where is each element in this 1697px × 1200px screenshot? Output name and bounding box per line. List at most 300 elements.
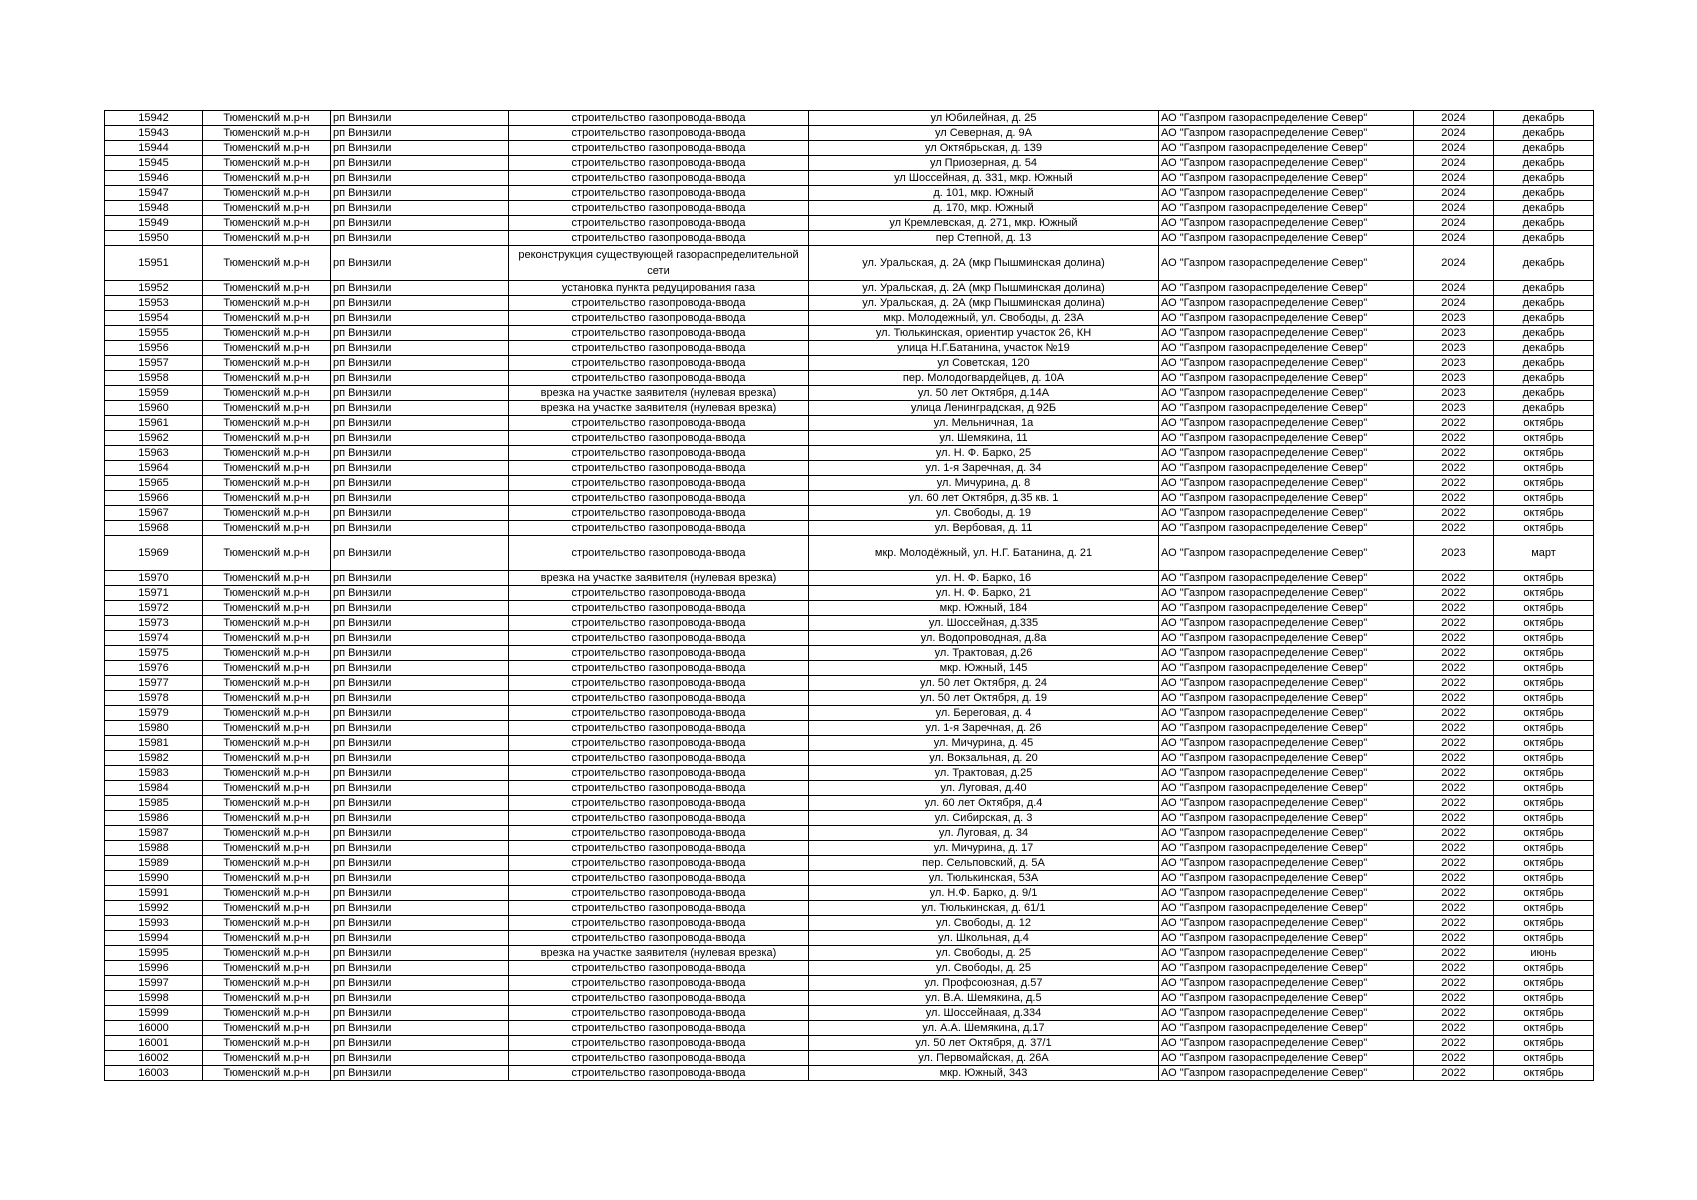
row-number: 15982 [105, 751, 203, 766]
settlement-cell: рп Винзили [331, 1051, 509, 1066]
organization-cell: АО "Газпром газораспределение Север" [1159, 246, 1414, 281]
year-cell: 2022 [1414, 856, 1494, 871]
district-cell: Тюменский м.р-н [203, 341, 331, 356]
work-type-cell: строительство газопровода-ввода [509, 461, 809, 476]
row-number: 15977 [105, 676, 203, 691]
address-cell: ул. А.А. Шемякина, д.17 [809, 1021, 1159, 1036]
organization-cell: АО "Газпром газораспределение Север" [1159, 1021, 1414, 1036]
address-cell: ул. Шемякина, 11 [809, 431, 1159, 446]
month-cell: октябрь [1494, 976, 1594, 991]
month-cell: декабрь [1494, 171, 1594, 186]
district-cell: Тюменский м.р-н [203, 416, 331, 431]
work-type-cell: строительство газопровода-ввода [509, 781, 809, 796]
row-number: 15989 [105, 856, 203, 871]
month-cell: октябрь [1494, 961, 1594, 976]
organization-cell: АО "Газпром газораспределение Север" [1159, 371, 1414, 386]
table-row [105, 311, 1594, 326]
table-row [105, 661, 1594, 676]
month-cell: декабрь [1494, 216, 1594, 231]
work-type-cell: строительство газопровода-ввода [509, 171, 809, 186]
table-row [105, 246, 1594, 281]
settlement-cell: рп Винзили [331, 811, 509, 826]
district-cell: Тюменский м.р-н [203, 646, 331, 661]
row-number: 15949 [105, 216, 203, 231]
settlement-cell: рп Винзили [331, 781, 509, 796]
month-cell: октябрь [1494, 901, 1594, 916]
row-number: 15988 [105, 841, 203, 856]
row-number: 15944 [105, 141, 203, 156]
district-cell: Тюменский м.р-н [203, 736, 331, 751]
address-cell: ул. 1-я Заречная, д. 34 [809, 461, 1159, 476]
month-cell: октябрь [1494, 841, 1594, 856]
table-row [105, 601, 1594, 616]
table-row [105, 111, 1594, 126]
district-cell: Тюменский м.р-н [203, 156, 331, 171]
work-type-cell: строительство газопровода-ввода [509, 646, 809, 661]
settlement-cell: рп Винзили [331, 491, 509, 506]
work-type-cell: врезка на участке заявителя (нулевая врезка) [509, 946, 809, 961]
district-cell: Тюменский м.р-н [203, 676, 331, 691]
district-cell: Тюменский м.р-н [203, 601, 331, 616]
year-cell: 2024 [1414, 216, 1494, 231]
row-number: 15985 [105, 796, 203, 811]
settlement-cell: рп Винзили [331, 171, 509, 186]
year-cell: 2024 [1414, 231, 1494, 246]
row-number: 15972 [105, 601, 203, 616]
work-type-cell: строительство газопровода-ввода [509, 1036, 809, 1051]
settlement-cell: рп Винзили [331, 856, 509, 871]
work-type-cell: строительство газопровода-ввода [509, 706, 809, 721]
table-row [105, 296, 1594, 311]
table-row [105, 691, 1594, 706]
work-type-cell: строительство газопровода-ввода [509, 371, 809, 386]
address-cell: ул. Мичурина, д. 8 [809, 476, 1159, 491]
district-cell: Тюменский м.р-н [203, 506, 331, 521]
work-type-cell: строительство газопровода-ввода [509, 976, 809, 991]
row-number: 15970 [105, 571, 203, 586]
organization-cell: АО "Газпром газораспределение Север" [1159, 796, 1414, 811]
table-row [105, 1066, 1594, 1081]
address-cell: ул. Луговая, д.40 [809, 781, 1159, 796]
settlement-cell: рп Винзили [331, 766, 509, 781]
organization-cell: АО "Газпром газораспределение Север" [1159, 141, 1414, 156]
year-cell: 2022 [1414, 431, 1494, 446]
organization-cell: АО "Газпром газораспределение Север" [1159, 156, 1414, 171]
organization-cell: АО "Газпром газораспределение Север" [1159, 111, 1414, 126]
table-row [105, 721, 1594, 736]
month-cell: октябрь [1494, 1021, 1594, 1036]
district-cell: Тюменский м.р-н [203, 931, 331, 946]
month-cell: октябрь [1494, 766, 1594, 781]
organization-cell: АО "Газпром газораспределение Север" [1159, 521, 1414, 536]
work-type-cell: строительство газопровода-ввода [509, 536, 809, 571]
settlement-cell: рп Винзили [331, 601, 509, 616]
year-cell: 2022 [1414, 521, 1494, 536]
organization-cell: АО "Газпром газораспределение Север" [1159, 201, 1414, 216]
address-cell: ул. Вокзальная, д. 20 [809, 751, 1159, 766]
year-cell: 2023 [1414, 311, 1494, 326]
row-number: 15986 [105, 811, 203, 826]
month-cell: октябрь [1494, 1006, 1594, 1021]
organization-cell: АО "Газпром газораспределение Север" [1159, 326, 1414, 341]
work-type-cell: строительство газопровода-ввода [509, 991, 809, 1006]
row-number: 15948 [105, 201, 203, 216]
district-cell: Тюменский м.р-н [203, 536, 331, 571]
row-number: 16003 [105, 1066, 203, 1081]
settlement-cell: рп Винзили [331, 521, 509, 536]
year-cell: 2022 [1414, 751, 1494, 766]
year-cell: 2024 [1414, 186, 1494, 201]
settlement-cell: рп Винзили [331, 706, 509, 721]
year-cell: 2022 [1414, 796, 1494, 811]
address-cell: ул. Трактовая, д.25 [809, 766, 1159, 781]
year-cell: 2022 [1414, 961, 1494, 976]
district-cell: Тюменский м.р-н [203, 216, 331, 231]
table-row [105, 386, 1594, 401]
work-type-cell: строительство газопровода-ввода [509, 631, 809, 646]
district-cell: Тюменский м.р-н [203, 431, 331, 446]
organization-cell: АО "Газпром газораспределение Север" [1159, 171, 1414, 186]
address-cell: ул. 50 лет Октября, д. 37/1 [809, 1036, 1159, 1051]
settlement-cell: рп Винзили [331, 1021, 509, 1036]
month-cell: октябрь [1494, 491, 1594, 506]
settlement-cell: рп Винзили [331, 946, 509, 961]
work-type-cell: строительство газопровода-ввода [509, 616, 809, 631]
organization-cell: АО "Газпром газораспределение Север" [1159, 856, 1414, 871]
district-cell: Тюменский м.р-н [203, 356, 331, 371]
year-cell: 2024 [1414, 246, 1494, 281]
organization-cell: АО "Газпром газораспределение Север" [1159, 661, 1414, 676]
organization-cell: АО "Газпром газораспределение Север" [1159, 356, 1414, 371]
district-cell: Тюменский м.р-н [203, 781, 331, 796]
year-cell: 2024 [1414, 126, 1494, 141]
organization-cell: АО "Газпром газораспределение Север" [1159, 401, 1414, 416]
address-cell: улица Н.Г.Батанина, участок №19 [809, 341, 1159, 356]
month-cell: октябрь [1494, 1066, 1594, 1081]
organization-cell: АО "Газпром газораспределение Север" [1159, 631, 1414, 646]
work-type-cell: строительство газопровода-ввода [509, 446, 809, 461]
district-cell: Тюменский м.р-н [203, 811, 331, 826]
settlement-cell: рп Винзили [331, 796, 509, 811]
row-number: 15961 [105, 416, 203, 431]
address-cell: ул. 60 лет Октября, д.4 [809, 796, 1159, 811]
settlement-cell: рп Винзили [331, 916, 509, 931]
address-cell: мкр. Молодежный, ул. Свободы, д. 23А [809, 311, 1159, 326]
work-type-cell: строительство газопровода-ввода [509, 111, 809, 126]
table-row [105, 901, 1594, 916]
district-cell: Тюменский м.р-н [203, 1051, 331, 1066]
table-row [105, 326, 1594, 341]
district-cell: Тюменский м.р-н [203, 201, 331, 216]
table-row [105, 736, 1594, 751]
month-cell: октябрь [1494, 646, 1594, 661]
row-number: 15950 [105, 231, 203, 246]
month-cell: октябрь [1494, 796, 1594, 811]
organization-cell: АО "Газпром газораспределение Север" [1159, 506, 1414, 521]
table-row [105, 586, 1594, 601]
work-type-cell: строительство газопровода-ввода [509, 126, 809, 141]
row-number: 15992 [105, 901, 203, 916]
district-cell: Тюменский м.р-н [203, 386, 331, 401]
row-number: 15991 [105, 886, 203, 901]
work-type-cell: врезка на участке заявителя (нулевая врезка) [509, 386, 809, 401]
work-type-cell: строительство газопровода-ввода [509, 231, 809, 246]
work-type-cell: строительство газопровода-ввода [509, 326, 809, 341]
row-number: 16001 [105, 1036, 203, 1051]
district-cell: Тюменский м.р-н [203, 841, 331, 856]
settlement-cell: рп Винзили [331, 126, 509, 141]
month-cell: март [1494, 536, 1594, 571]
work-type-cell: строительство газопровода-ввода [509, 431, 809, 446]
year-cell: 2024 [1414, 201, 1494, 216]
settlement-cell: рп Винзили [331, 296, 509, 311]
row-number: 15981 [105, 736, 203, 751]
organization-cell: АО "Газпром газораспределение Север" [1159, 841, 1414, 856]
work-type-cell: строительство газопровода-ввода [509, 476, 809, 491]
district-cell: Тюменский м.р-н [203, 961, 331, 976]
work-type-cell: строительство газопровода-ввода [509, 311, 809, 326]
work-type-cell: строительство газопровода-ввода [509, 796, 809, 811]
settlement-cell: рп Винзили [331, 506, 509, 521]
work-type-cell: строительство газопровода-ввода [509, 1021, 809, 1036]
organization-cell: АО "Газпром газораспределение Север" [1159, 766, 1414, 781]
district-cell: Тюменский м.р-н [203, 186, 331, 201]
work-type-cell: реконструкция существующей газораспределительной сети [509, 246, 809, 281]
table-row [105, 991, 1594, 1006]
organization-cell: АО "Газпром газораспределение Север" [1159, 586, 1414, 601]
settlement-cell: рп Винзили [331, 826, 509, 841]
address-cell: ул. Шоссейная, д.335 [809, 616, 1159, 631]
organization-cell: АО "Газпром газораспределение Север" [1159, 811, 1414, 826]
work-type-cell: строительство газопровода-ввода [509, 1006, 809, 1021]
district-cell: Тюменский м.р-н [203, 661, 331, 676]
year-cell: 2022 [1414, 1006, 1494, 1021]
work-type-cell: строительство газопровода-ввода [509, 141, 809, 156]
month-cell: октябрь [1494, 586, 1594, 601]
address-cell: ул Шоссейная, д. 331, мкр. Южный [809, 171, 1159, 186]
table-row [105, 841, 1594, 856]
address-cell: ул. Профсоюзная, д.57 [809, 976, 1159, 991]
year-cell: 2022 [1414, 721, 1494, 736]
address-cell: ул. Н. Ф. Барко, 16 [809, 571, 1159, 586]
work-type-cell: строительство газопровода-ввода [509, 216, 809, 231]
address-cell: ул Кремлевская, д. 271, мкр. Южный [809, 216, 1159, 231]
district-cell: Тюменский м.р-н [203, 371, 331, 386]
settlement-cell: рп Винзили [331, 751, 509, 766]
address-cell: ул. Н. Ф. Барко, 21 [809, 586, 1159, 601]
row-number: 15969 [105, 536, 203, 571]
month-cell: октябрь [1494, 571, 1594, 586]
settlement-cell: рп Винзили [331, 371, 509, 386]
year-cell: 2022 [1414, 826, 1494, 841]
year-cell: 2022 [1414, 676, 1494, 691]
address-cell: ул. Тюлькинская, 53А [809, 871, 1159, 886]
organization-cell: АО "Газпром газораспределение Север" [1159, 476, 1414, 491]
address-cell: пер. Молодогвардейцев, д. 10А [809, 371, 1159, 386]
district-cell: Тюменский м.р-н [203, 246, 331, 281]
row-number: 15987 [105, 826, 203, 841]
month-cell: октябрь [1494, 691, 1594, 706]
work-type-cell: строительство газопровода-ввода [509, 736, 809, 751]
settlement-cell: рп Винзили [331, 476, 509, 491]
row-number: 15945 [105, 156, 203, 171]
table-row [105, 886, 1594, 901]
month-cell: октябрь [1494, 931, 1594, 946]
month-cell: октябрь [1494, 1036, 1594, 1051]
row-number: 15964 [105, 461, 203, 476]
year-cell: 2022 [1414, 886, 1494, 901]
district-cell: Тюменский м.р-н [203, 751, 331, 766]
address-cell: ул. Водопроводная, д.8а [809, 631, 1159, 646]
organization-cell: АО "Газпром газораспределение Север" [1159, 446, 1414, 461]
row-number: 15968 [105, 521, 203, 536]
organization-cell: АО "Газпром газораспределение Север" [1159, 571, 1414, 586]
month-cell: декабрь [1494, 186, 1594, 201]
address-cell: ул. В.А. Шемякина, д.5 [809, 991, 1159, 1006]
month-cell: декабрь [1494, 401, 1594, 416]
row-number: 15946 [105, 171, 203, 186]
year-cell: 2022 [1414, 841, 1494, 856]
settlement-cell: рп Винзили [331, 871, 509, 886]
settlement-cell: рп Винзили [331, 1006, 509, 1021]
month-cell: октябрь [1494, 476, 1594, 491]
row-number: 15952 [105, 281, 203, 296]
work-type-cell: строительство газопровода-ввода [509, 856, 809, 871]
year-cell: 2022 [1414, 1021, 1494, 1036]
address-cell: ул. Тюлькинская, д. 61/1 [809, 901, 1159, 916]
month-cell: октябрь [1494, 856, 1594, 871]
organization-cell: АО "Газпром газораспределение Север" [1159, 186, 1414, 201]
district-cell: Тюменский м.р-н [203, 721, 331, 736]
year-cell: 2022 [1414, 931, 1494, 946]
settlement-cell: рп Винзили [331, 631, 509, 646]
organization-cell: АО "Газпром газораспределение Север" [1159, 721, 1414, 736]
row-number: 15956 [105, 341, 203, 356]
address-cell: ул. Н.Ф. Барко, д. 9/1 [809, 886, 1159, 901]
month-cell: декабрь [1494, 126, 1594, 141]
settlement-cell: рп Винзили [331, 841, 509, 856]
settlement-cell: рп Винзили [331, 991, 509, 1006]
work-type-cell: врезка на участке заявителя (нулевая врезка) [509, 571, 809, 586]
row-number: 15976 [105, 661, 203, 676]
settlement-cell: рп Винзили [331, 326, 509, 341]
month-cell: октябрь [1494, 871, 1594, 886]
row-number: 15963 [105, 446, 203, 461]
address-cell: д. 170, мкр. Южный [809, 201, 1159, 216]
district-cell: Тюменский м.р-н [203, 871, 331, 886]
row-number: 15974 [105, 631, 203, 646]
settlement-cell: рп Винзили [331, 356, 509, 371]
settlement-cell: рп Винзили [331, 201, 509, 216]
organization-cell: АО "Газпром газораспределение Север" [1159, 491, 1414, 506]
month-cell: октябрь [1494, 751, 1594, 766]
address-cell: ул. Луговая, д. 34 [809, 826, 1159, 841]
year-cell: 2024 [1414, 156, 1494, 171]
year-cell: 2022 [1414, 811, 1494, 826]
address-cell: ул. Свободы, д. 19 [809, 506, 1159, 521]
table-row [105, 126, 1594, 141]
settlement-cell: рп Винзили [331, 901, 509, 916]
month-cell: октябрь [1494, 736, 1594, 751]
address-cell: ул. Н. Ф. Барко, 25 [809, 446, 1159, 461]
year-cell: 2022 [1414, 691, 1494, 706]
address-cell: ул. Уральская, д. 2А (мкр Пышминская долина) [809, 246, 1159, 281]
table-row [105, 521, 1594, 536]
district-cell: Тюменский м.р-н [203, 1036, 331, 1051]
year-cell: 2022 [1414, 476, 1494, 491]
year-cell: 2022 [1414, 916, 1494, 931]
settlement-cell: рп Винзили [331, 586, 509, 601]
month-cell: октябрь [1494, 631, 1594, 646]
settlement-cell: рп Винзили [331, 341, 509, 356]
month-cell: октябрь [1494, 506, 1594, 521]
district-cell: Тюменский м.р-н [203, 706, 331, 721]
table-row [105, 751, 1594, 766]
organization-cell: АО "Газпром газораспределение Север" [1159, 126, 1414, 141]
settlement-cell: рп Винзили [331, 676, 509, 691]
table-row [105, 1006, 1594, 1021]
address-cell: пер Степной, д. 13 [809, 231, 1159, 246]
month-cell: декабрь [1494, 281, 1594, 296]
settlement-cell: рп Винзили [331, 961, 509, 976]
year-cell: 2024 [1414, 141, 1494, 156]
work-type-cell: строительство газопровода-ввода [509, 826, 809, 841]
address-cell: ул. Береговая, д. 4 [809, 706, 1159, 721]
table-row [105, 961, 1594, 976]
address-cell: ул. Сибирская, д. 3 [809, 811, 1159, 826]
table-row [105, 536, 1594, 571]
address-cell: ул. 50 лет Октября, д. 24 [809, 676, 1159, 691]
row-number: 15943 [105, 126, 203, 141]
address-cell: ул. 50 лет Октября, д.14А [809, 386, 1159, 401]
month-cell: октябрь [1494, 416, 1594, 431]
organization-cell: АО "Газпром газораспределение Север" [1159, 736, 1414, 751]
row-number: 15957 [105, 356, 203, 371]
organization-cell: АО "Газпром газораспределение Север" [1159, 296, 1414, 311]
work-type-cell: строительство газопровода-ввода [509, 521, 809, 536]
row-number: 15959 [105, 386, 203, 401]
organization-cell: АО "Газпром газораспределение Север" [1159, 901, 1414, 916]
address-cell: ул. Свободы, д. 25 [809, 961, 1159, 976]
row-number: 15978 [105, 691, 203, 706]
month-cell: октябрь [1494, 781, 1594, 796]
address-cell: ул. Вербовая, д. 11 [809, 521, 1159, 536]
district-cell: Тюменский м.р-н [203, 281, 331, 296]
work-type-cell: строительство газопровода-ввода [509, 766, 809, 781]
year-cell: 2022 [1414, 571, 1494, 586]
work-type-cell: строительство газопровода-ввода [509, 721, 809, 736]
year-cell: 2022 [1414, 631, 1494, 646]
work-type-cell: строительство газопровода-ввода [509, 416, 809, 431]
row-number: 15993 [105, 916, 203, 931]
address-cell: ул. 50 лет Октября, д. 19 [809, 691, 1159, 706]
organization-cell: АО "Газпром газораспределение Север" [1159, 916, 1414, 931]
work-type-cell: установка пункта редуцирования газа [509, 281, 809, 296]
row-number: 15999 [105, 1006, 203, 1021]
district-cell: Тюменский м.р-н [203, 491, 331, 506]
work-type-cell: строительство газопровода-ввода [509, 186, 809, 201]
table-row [105, 631, 1594, 646]
settlement-cell: рп Винзили [331, 141, 509, 156]
organization-cell: АО "Газпром газораспределение Север" [1159, 601, 1414, 616]
address-cell: улица Ленинградская, д 92Б [809, 401, 1159, 416]
table-row [105, 416, 1594, 431]
year-cell: 2022 [1414, 736, 1494, 751]
work-type-cell: строительство газопровода-ввода [509, 931, 809, 946]
work-type-cell: строительство газопровода-ввода [509, 841, 809, 856]
organization-cell: АО "Газпром газораспределение Север" [1159, 461, 1414, 476]
register-body [105, 111, 1594, 1081]
